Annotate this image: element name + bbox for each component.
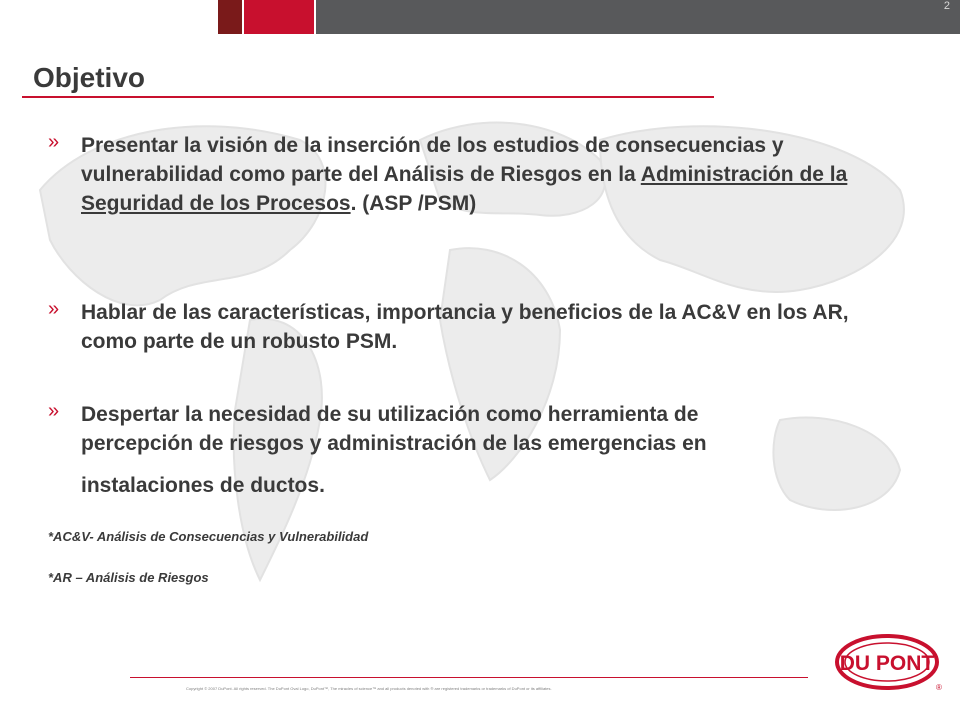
bullet-text-line-2: percepción de riesgos y administración de las emergencias en [81,432,707,455]
svg-text:®: ® [936,683,942,692]
bullet-text [81,131,908,218]
page-number: 2 [943,0,950,12]
bullet-text-post: . (ASP /PSM) [350,192,477,215]
bullet-text: Hablar de las características, importancia y beneficios de la AC&V en los AR, como parte de un robusto PSM. [81,301,849,353]
logo-text: DU PONT [839,652,935,675]
copyright-text: Copyright © 2007 DuPont. All rights reserved. The DuPont Oval Logo, DuPont™, The miracles of science™ and all products denoted with ® are registered trademarks or trademarks of DuPont or its affiliates. [186,686,552,691]
footnote-ar: *AR – Análisis de Riesgos [48,570,209,585]
bullet-text-line-3: instalaciones de ductos. [81,474,325,497]
bullet-objective-1 [48,131,908,218]
bullet-objective-2 [48,298,908,356]
bullet-marker: » [48,298,60,320]
bullet-marker: » [48,400,60,422]
footnote-acv: *AC&V- Análisis de Consecuencias y Vulnerabilidad [48,529,369,544]
bullet-objective-3 [48,400,908,500]
footer-rule [130,677,808,678]
psm-link[interactable]: Administración de la Seguridad de los Procesos [81,163,848,215]
dupont-logo [835,632,945,694]
header-bar [316,0,960,34]
header-accent-dark [218,0,242,34]
slide-title: Objetivo [33,62,146,93]
bullet-marker: » [48,131,60,153]
bullet-text-pre: Presentar la visión de la inserción de los estudios de consecuencias y vulnerabilidad como parte del Análisis de Riesgos en la [81,134,784,186]
title-underline [22,96,714,98]
bullet-text [81,400,908,500]
bullet-text-line-1: Despertar la necesidad de su utilización como herramienta de [81,403,699,426]
header-accent-red [244,0,314,34]
